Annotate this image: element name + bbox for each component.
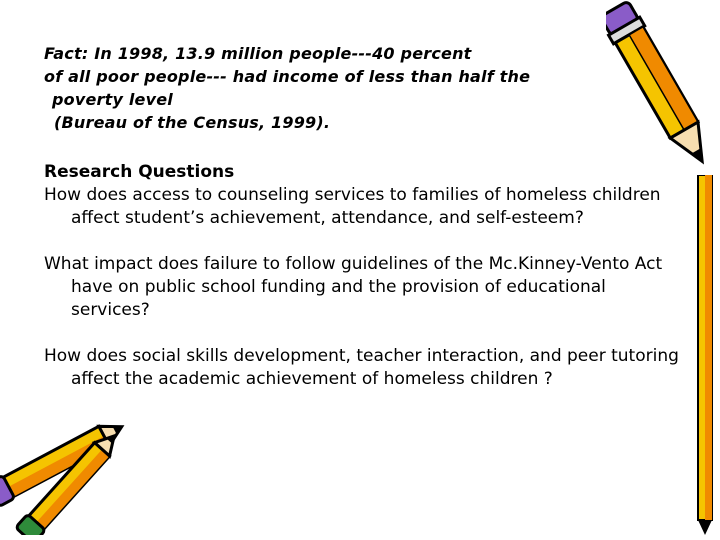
research-question-3: How does social skills development, teacher interaction, and peer tutoring affect the academic achievement of homeless children ?	[44, 346, 679, 389]
fact-line-3: poverty level	[52, 90, 173, 109]
pencil-icon	[690, 175, 720, 535]
research-heading: Research Questions	[44, 162, 235, 182]
fact-block	[44, 42, 604, 134]
research-section	[44, 161, 684, 391]
pencils-cluster-icon	[0, 405, 140, 535]
research-question-2: What impact does failure to follow guidelines of the Mc.Kinney-Vento Act have on public school funding and the provision of educational services?	[44, 254, 663, 320]
fact-line-2: of all poor people--- had income of less than half the	[44, 67, 531, 86]
research-question-1: How does access to counseling services to families of homeless children affect student’s achievement, attendance, and self-esteem?	[44, 185, 661, 228]
pencil-icon	[606, 0, 716, 175]
fact-line-1: Fact: In 1998, 13.9 million people---40 percent	[44, 44, 472, 63]
fact-citation: (Bureau of the Census, 1999).	[54, 113, 331, 132]
